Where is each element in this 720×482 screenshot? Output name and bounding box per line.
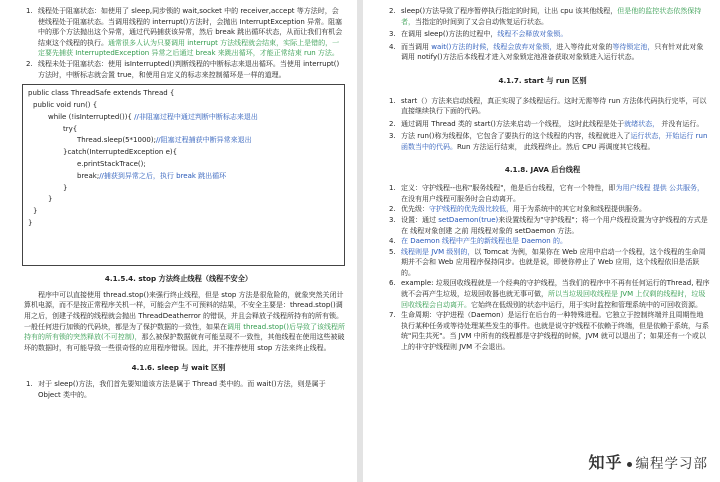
list-item: 1. start（）方法来启动线程，真正实现了多线程运行。这时无需等待 run 方法体代码执行完毕，可以直接继续执行下面的代码。 — [389, 96, 707, 116]
list-item: 2. sleep()方法导致了程序暂停执行指定的时间，让出 cpu 该其他线程，但是他的监控状态依然保持者，当指定的时间到了又会自动恢复运行状态。 — [389, 7, 702, 26]
highlight-text: 调用 thread.stop()后导致了该线程所持有的所有锁的突然释放(不可控制)， — [24, 322, 345, 342]
item-text: 线程处于阻塞状态：如使用了 sleep,同步锁的 wait,socket 中的 receiver,accept 等方法时，会使线程处于阻塞状态。当调用线程的 interrupt()方法时，会抛出 InterruptException 异常。阻塞中的那个方法抛出这个异常，通过代码捕获该异常，然后 break 跳出循环状态，从而让我们有机会结束这个线程的执行。 — [38, 7, 343, 47]
watermark-author: 编程学习部 — [635, 456, 708, 473]
list-item: 1. 线程处于阻塞状态：如使用了 sleep,同步锁的 wait,socket 中的 receiver,accept 等方法时，会使线程处于阻塞状态。当调用线程的 interrupt()方法时，会抛出 InterruptException 异常。阻塞中的那个方法抛出这个异常，通过代码捕获该异常，然后 break 跳出循环状态，从而让我们有机会结束这个线程的执行。通常很多人认为只要调用 interrupt 方法线程就会结束，实际上是错的，一定要先捕获 InterruptedException 异常之后通过 break 来跳出循环，才能正常结束 run 方法。 — [26, 7, 343, 58]
highlight-text: 就绪状态， — [624, 119, 660, 128]
code-line: Thread.sleep(5*1000);//阻塞过程捕获中断异常来退出 — [77, 136, 252, 145]
code-line: e.printStackTrace(); — [77, 159, 146, 168]
item-text: 线程未处于阻塞状态：使用 isInterrupted()判断线程的中断标志来退出循环。当使用 interrupt()方法时，中断标志就会置 true，和使用自定义的标志来控制循环是一样的道理。 — [38, 59, 340, 79]
paragraph: 程序中可以直接使用 thread.stop()来强行终止线程，但是 stop 方法是很危险的，就象突然关闭计算机电源，而不是按正常程序关机一样，可能会产生不可预料的结果，不安全主要是：thread.stop()调用之后，创建子线程的线程就会抛出 ThreadDeatherror 的错误，并且会释放子线程所持有的所有锁。一般任何进行加锁的代码块，都是为了保护数据的一致性，如果在调用 thread.stop()后导致了该线程所持有的所有锁的突然释放(不可控制)，那么被保护数据就有可能呈现不一致性，其他线程在使用这些被破坏的数据时，有可能导致一些很奇怪的应用程序错误。因此，并不推荐使用 stop 方法来终止线程。 — [24, 290, 345, 352]
highlight-text: 为用户线程 提供 公共服务， — [615, 184, 704, 193]
highlight-text: setDaemon(true) — [438, 215, 499, 224]
highlight-text: 线程不会释放对象锁。 — [497, 30, 568, 39]
list-item: 1. 对于 sleep()方法，我们首先要知道该方法是属于 Thread 类中的。而 wait()方法，则是属于 Object 类中的。 — [26, 379, 326, 399]
list-item: 2. 通过调用 Thread 类的 start()方法来启动一个线程， 这时此线程是处于就绪状态， 并没有运行。 — [389, 119, 704, 128]
highlight-text: 在 Daemon 线程中产生的新线程也是 Daemon 的。 — [401, 237, 567, 246]
list-item: 4. 在 Daemon 线程中产生的新线程也是 Daemon 的。 — [389, 237, 567, 246]
code-line: } — [63, 183, 68, 192]
list-item: 5. 线程则是 JVM 级别的，以 Tomcat 为例，如果你在 Web 应用中启动一个线程，这个线程的生命周期并不会和 Web 应用程序保持同步。也就是说，即使你停止了 Web 应用，这个线程依旧是活跃的。 — [389, 247, 706, 277]
highlight-text: 等待锁定池， — [612, 42, 655, 51]
list-item: 2. 优先级：守护线程的优先级比较低，用于为系统中的其它对象和线程提供服务。 — [389, 205, 646, 214]
section-heading: 4.1.7. start 与 run 区别 — [498, 75, 587, 85]
section-heading: 4.1.6. sleep 与 wait 区别 — [131, 363, 226, 373]
highlight-text: 但是他的监控状态依然保持者， — [401, 7, 702, 26]
code-comment: //非阻塞过程中通过判断中断标志来退出 — [134, 112, 258, 121]
list-item: 3. 在调用 sleep()方法的过程中，线程不会释放对象锁。 — [389, 30, 568, 39]
code-line: break;//捕获到异常之后，执行 break 跳出循环 — [77, 171, 227, 180]
list-item: 1. 定义：守护线程--也称"服务线程"，他是后台线程，它有一个特性，即为用户线程 提供 公共服务，在没有用户线程可服务时会自动离开。 — [389, 184, 704, 203]
zhihu-logo: 知乎 — [588, 453, 623, 473]
code-line: }catch(InterruptedException e){ — [63, 148, 178, 157]
code-comment: //阻塞过程捕获中断异常来退出 — [155, 136, 252, 145]
code-line: while (!isInterrupted()){ //非阻塞过程中通过判断中断标志来退出 — [48, 112, 258, 121]
left-page — [0, 0, 357, 482]
highlight-text: wait()方法的时候，线程会放弃对象锁， — [431, 42, 557, 51]
list-item: 3. 方法 run()称为线程体，它包含了要执行的这个线程的内容，线程就进入了运行状态，开始运行 run 函数当中的代码。Run 方法运行结束， 此线程终止。然后 CPU 再调度其它线程。 — [389, 132, 708, 151]
highlight-text: 所以当垃圾回收线程是 JVM 上仅剩的线程时，垃圾回收线程会自动离开。 — [401, 290, 706, 309]
code-comment: //捕获到异常之后，执行 break 跳出循环 — [99, 171, 227, 180]
highlight-text: 线程则是 JVM 级别的， — [401, 247, 475, 256]
code-line: try{ — [63, 124, 78, 133]
watermark — [588, 453, 708, 473]
code-block — [22, 84, 345, 266]
code-line: } — [28, 218, 33, 227]
list-item: 6. example: 垃圾回收线程就是一个经典的守护线程，当我们的程序中不再有任何运行的Thread, 程序就不会再产生垃圾，垃圾回收器也就无事可做，所以当垃圾回收线程是 JVM 上仅剩的线程时，垃圾回收线程会自动离开。它始终在低级别的状态中运行，用于实时监控和管理系统中的可回收资源。 — [389, 279, 710, 309]
list-item: 2. 线程未处于阻塞状态：使用 isInterrupted()判断线程的中断标志来退出循环。当使用 interrupt()方法时，中断标志就会置 true，和使用自定义的标志来控制循环是一样的道理。 — [26, 59, 340, 79]
list-item: 4. 而当调用 wait()方法的时候，线程会放弃对象锁，进入等待此对象的等待锁定池，只有针对此对象调用 notify()方法后本线程才进入对象锁定池准备获取对象锁进入运行状态。 — [389, 42, 704, 62]
list-item: 7. 生命周期：守护进程（Daemon）是运行在后台的一种特殊进程。它独立于控制终端并且周期性地执行某种任务或等待处理某些发生的事件。也就是说守护线程不依赖于终端，但是依赖于系统，与系统"同生共死"。当 JVM 中所有的线程都是守护线程的时候，JVM 就可以退出了；如果还有一个或以上的非守护线程则 JVM 不会退出。 — [389, 311, 709, 352]
dot-icon — [627, 462, 632, 467]
highlight-text: 运行状态，开始运行 run 函数当中的代码。 — [401, 132, 708, 151]
code-line: } — [33, 207, 38, 216]
code-line: public class ThreadSafe extends Thread { — [28, 89, 175, 98]
section-heading: 4.1.5.4. stop 方法终止线程（线程不安全） — [104, 274, 253, 284]
right-page — [363, 0, 720, 482]
highlight-text: 守护线程的优先级比较低， — [429, 205, 513, 214]
section-heading: 4.1.8. JAVA 后台线程 — [504, 164, 581, 174]
code-line: public void run() { — [33, 100, 98, 109]
highlight-text: 通常很多人认为只要调用 interrupt 方法线程就会结束，实际上是错的，一定要先捕获 InterruptedException 异常之后通过 break 来跳出循环，才能正常结束 run 方法。 — [38, 38, 340, 58]
item-text: 对于 sleep()方法，我们首先要知道该方法是属于 Thread 类中的。而 wait()方法，则是属于 Object 类中的。 — [38, 379, 326, 399]
list-item: 3. 设置：通过 setDaemon(true)来设置线程为"守护线程"；将一个用户线程设置为守护线程的方式是在 线程对象创建 之前 用线程对象的 setDaemon 方法。 — [389, 215, 708, 235]
code-line: } — [48, 195, 53, 204]
